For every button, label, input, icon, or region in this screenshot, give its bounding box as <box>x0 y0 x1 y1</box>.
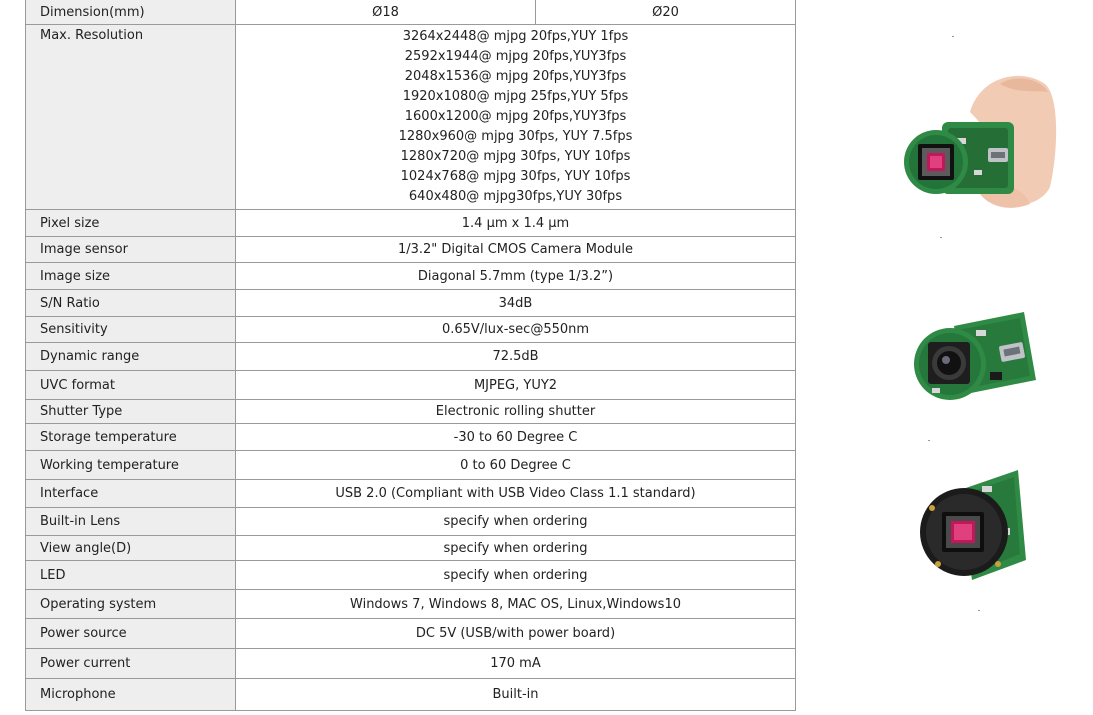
spec-row <box>26 237 796 263</box>
spec-label: Image size <box>26 263 236 290</box>
resolution-line: 2048x1536@ mjpg 20fps,YUY3fps <box>404 69 627 84</box>
spec-label: Operating system <box>26 590 236 619</box>
spec-value: MJPEG, YUY2 <box>236 371 796 400</box>
spec-value: Diagonal 5.7mm (type 1/3.2”) <box>236 263 796 290</box>
spec-label: LED <box>26 561 236 590</box>
spec-row <box>26 480 796 508</box>
spec-row-max-resolution <box>26 25 796 210</box>
spec-value: 0.65V/lux-sec@550nm <box>236 317 796 343</box>
spec-row <box>26 679 796 711</box>
spec-value: specify when ordering <box>236 561 796 590</box>
stray-speck <box>940 237 942 238</box>
spec-value-diameter-18: Ø18 <box>236 0 536 25</box>
spec-label: Shutter Type <box>26 400 236 424</box>
spec-row <box>26 317 796 343</box>
resolution-line: 2592x1944@ mjpg 20fps,YUY3fps <box>404 49 627 64</box>
spec-label: Power source <box>26 619 236 649</box>
resolution-line: 1600x1200@ mjpg 20fps,YUY3fps <box>404 109 627 124</box>
spec-label: Working temperature <box>26 451 236 480</box>
stray-speck <box>978 610 980 611</box>
spec-label: Interface <box>26 480 236 508</box>
spec-value: 1/3.2" Digital CMOS Camera Module <box>236 237 796 263</box>
spec-value: -30 to 60 Degree C <box>236 424 796 451</box>
spec-label: Dimension(mm) <box>26 0 236 25</box>
spec-label: Pixel size <box>26 210 236 237</box>
spec-row <box>26 210 796 237</box>
spec-label: Built-in Lens <box>26 508 236 536</box>
spec-row <box>26 400 796 424</box>
spec-value: Windows 7, Windows 8, MAC OS, Linux,Windows10 <box>236 590 796 619</box>
spec-label: Storage temperature <box>26 424 236 451</box>
stray-speck <box>952 36 954 37</box>
spec-row <box>26 451 796 480</box>
camera-module-with-lens-photo <box>912 308 1042 418</box>
spec-row <box>26 649 796 679</box>
resolution-line: 640x480@ mjpg30fps,YUY 30fps <box>408 189 623 204</box>
spec-label: Power current <box>26 649 236 679</box>
spec-row <box>26 290 796 317</box>
spec-row <box>26 536 796 561</box>
spec-label: Image sensor <box>26 237 236 263</box>
resolution-line: 1280x960@ mjpg 30fps, YUY 7.5fps <box>398 129 633 144</box>
spec-label: UVC format <box>26 371 236 400</box>
spec-label: View angle(D) <box>26 536 236 561</box>
spec-row <box>26 508 796 536</box>
spec-row <box>26 619 796 649</box>
spec-value: Built-in <box>236 679 796 711</box>
spec-value-diameter-20: Ø20 <box>536 0 796 25</box>
spec-value: 34dB <box>236 290 796 317</box>
resolution-line: 1280x720@ mjpg 30fps, YUY 10fps <box>400 149 631 164</box>
spec-table <box>25 0 796 711</box>
spec-value: 0 to 60 Degree C <box>236 451 796 480</box>
spec-value: specify when ordering <box>236 536 796 561</box>
spec-value: specify when ordering <box>236 508 796 536</box>
spec-value: 170 mA <box>236 649 796 679</box>
camera-module-in-hand-photo <box>900 72 1060 212</box>
spec-row <box>26 590 796 619</box>
resolution-list <box>236 25 796 210</box>
spec-row <box>26 263 796 290</box>
spec-row <box>26 371 796 400</box>
resolution-line: 1920x1080@ mjpg 25fps,YUY 5fps <box>402 89 629 104</box>
spec-row <box>26 561 796 590</box>
stray-speck <box>928 440 930 441</box>
spec-label: Max. Resolution <box>26 25 236 210</box>
spec-row <box>26 343 796 371</box>
spec-value: USB 2.0 (Compliant with USB Video Class 1.1 standard) <box>236 480 796 508</box>
spec-row-dimension <box>26 0 796 25</box>
resolution-line: 3264x2448@ mjpg 20fps,YUY 1fps <box>402 29 629 44</box>
spec-row <box>26 424 796 451</box>
spec-value: Electronic rolling shutter <box>236 400 796 424</box>
spec-value: 72.5dB <box>236 343 796 371</box>
camera-module-sensor-photo <box>920 468 1030 596</box>
spec-label: Microphone <box>26 679 236 711</box>
spec-label: Dynamic range <box>26 343 236 371</box>
spec-value: 1.4 µm x 1.4 µm <box>236 210 796 237</box>
spec-value: DC 5V (USB/with power board) <box>236 619 796 649</box>
spec-label: S/N Ratio <box>26 290 236 317</box>
spec-label: Sensitivity <box>26 317 236 343</box>
resolution-line: 1024x768@ mjpg 30fps, YUY 10fps <box>400 169 631 184</box>
